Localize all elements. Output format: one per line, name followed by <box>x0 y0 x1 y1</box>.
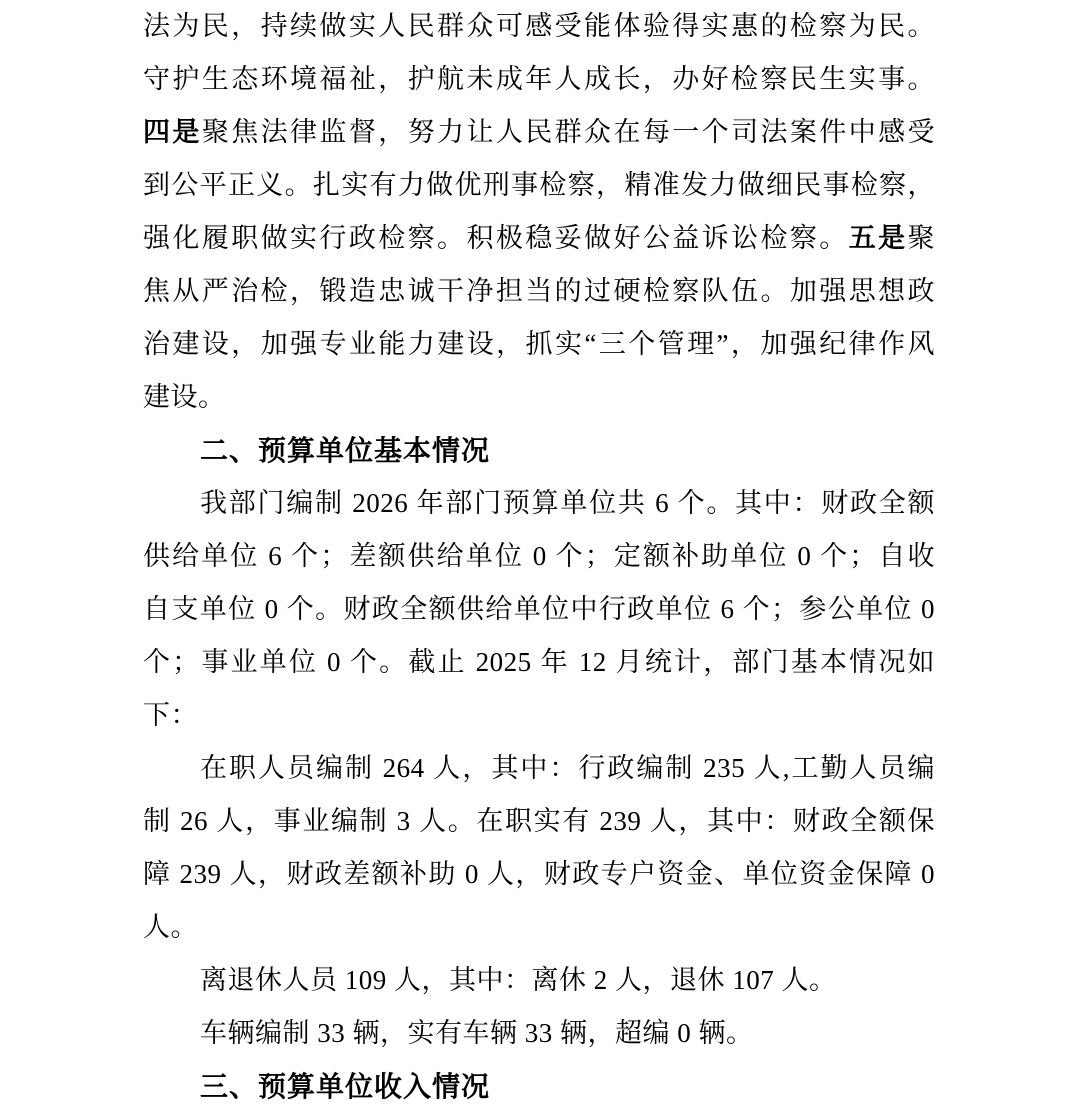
document-body <box>143 0 935 1113</box>
text-line <box>143 265 935 318</box>
text-segment: 强化履职做实行政检察。积极稳妥做好公益诉讼检察。 <box>143 223 849 253</box>
text-segment: 下： <box>143 700 198 730</box>
text-segment: 离退休人员 109 人，其中：离休 2 人，退休 107 人。 <box>200 965 837 995</box>
text-segment: 车辆编制 33 辆，实有车辆 33 辆，超编 0 辆。 <box>200 1018 754 1048</box>
text-segment: 守护生态环境福祉，护航未成年人成长，办好检察民生实事。 <box>143 64 935 94</box>
text-segment: 建设。 <box>143 382 226 412</box>
text-line <box>143 318 935 371</box>
text-line <box>143 106 935 159</box>
text-line <box>143 689 935 742</box>
text-line <box>143 583 935 636</box>
text-segment: 聚 <box>907 223 935 253</box>
text-line <box>143 636 935 689</box>
text-line <box>143 53 935 106</box>
text-segment: 个；事业单位 0 个。截止 2025 年 12 月统计，部门基本情况如 <box>143 647 935 677</box>
text-segment: 制 26 人，事业编制 3 人。在职实有 239 人，其中：财政全额保 <box>143 806 935 836</box>
text-segment: 治建设，加强专业能力建设，抓实“三个管理”，加强纪律作风 <box>143 329 935 359</box>
text-line <box>143 795 935 848</box>
text-line <box>143 159 935 212</box>
section-heading: 三、预算单位收入情况 <box>200 1071 491 1102</box>
text-line <box>143 0 935 53</box>
text-segment: 供给单位 6 个；差额供给单位 0 个；定额补助单位 0 个；自收 <box>143 541 935 571</box>
text-segment: 障 239 人，财政差额补助 0 人，财政专户资金、单位资金保障 0 <box>143 859 935 889</box>
text-line <box>143 212 935 265</box>
text-line <box>143 848 935 901</box>
text-segment: 到公平正义。扎实有力做优刑事检察，精准发力做细民事检察， <box>143 170 935 200</box>
text-line <box>143 530 935 583</box>
bold-text-segment: 五是 <box>848 223 908 253</box>
text-segment: 在职人员编制 264 人，其中：行政编制 235 人,工勤人员编 <box>200 753 935 783</box>
text-line <box>143 742 935 795</box>
text-segment: 自支单位 0 个。财政全额供给单位中行政单位 6 个；参公单位 0 <box>143 594 935 624</box>
text-segment: 聚焦法律监督，努力让人民群众在每一个司法案件中感受 <box>201 117 935 147</box>
text-line <box>143 1007 935 1060</box>
text-segment: 法为民，持续做实人民群众可感受能体验得实惠的检察为民。 <box>143 11 935 41</box>
text-line <box>143 901 935 954</box>
text-line <box>143 954 935 1007</box>
text-segment: 人。 <box>143 912 198 942</box>
section-heading: 二、预算单位基本情况 <box>200 435 491 466</box>
text-segment: 焦从严治检，锻造忠诚干净担当的过硬检察队伍。加强思想政 <box>143 276 935 306</box>
bold-text-segment: 四是 <box>143 117 202 147</box>
text-line <box>143 477 935 530</box>
text-segment: 我部门编制 2026 年部门预算单位共 6 个。其中：财政全额 <box>200 488 935 518</box>
text-line <box>143 371 935 424</box>
